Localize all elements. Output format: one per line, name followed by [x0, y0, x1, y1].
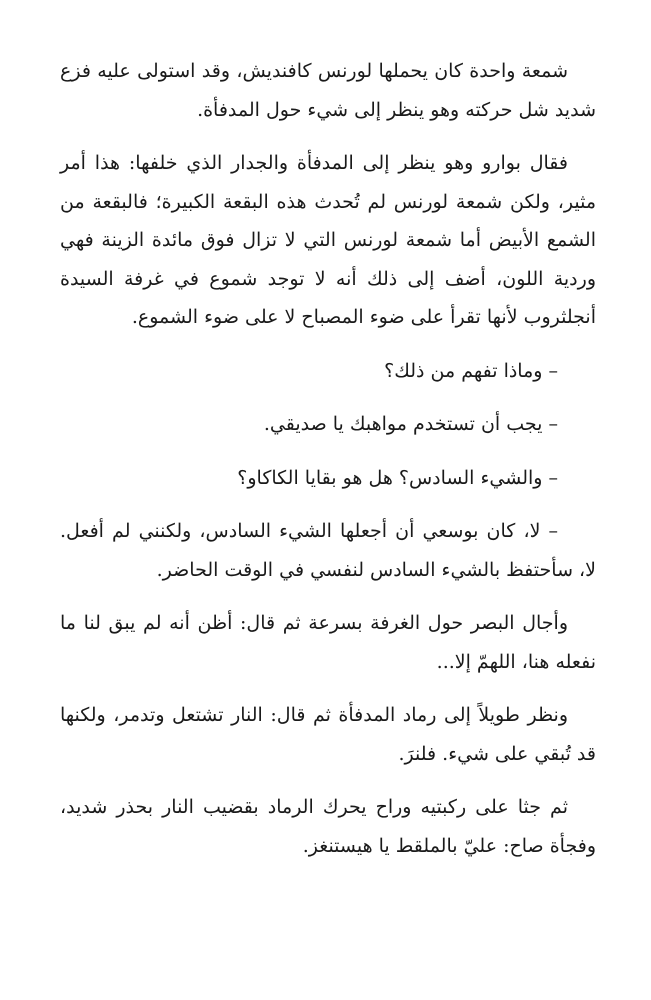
dialogue-sixth-thing: – والشيء السادس؟ هل هو بقايا الكاكاو؟ — [237, 466, 558, 489]
dialogue-use-your-talents: – يجب أن تستخدم مواهبك يا صديقي. — [263, 413, 558, 435]
paragraph-tongs: ثم جثا على ركبتيه وراح يحرك الرماد بقضيب النار بحذر شديد، وفجأة صاح: عليّ بالملقط يا هيستنغز. — [60, 796, 596, 857]
book-page — [60, 52, 596, 880]
dialogue-what-do-you-understand: – وماذا تفهم من ذلك؟ — [384, 359, 558, 382]
paragraph-candle: شمعة واحدة كان يحملها لورنس كافنديش، وقد استولى عليه فزع شديد شل حركته وهو ينظر إلى شيء حول المدفأة. — [60, 60, 596, 121]
paragraph-glance-room: وأجال البصر حول الغرفة بسرعة ثم قال: أظن أنه لم يبق لنا ما نفعله هنا، اللهمّ إلا... — [60, 612, 596, 673]
paragraph-fireplace-ash: ونظر طويلاً إلى رماد المدفأة ثم قال: النار تشتعل وتدمر، ولكنها قد تُبقي على شيء. فلنرَ. — [60, 704, 596, 765]
dialogue-keep-sixth-thing: – لا، كان بوسعي أن أجعلها الشيء السادس، ولكنني لم أفعل. لا، سأحتفظ بالشيء السادس لنفسي في الوقت الحاضر. — [60, 520, 596, 581]
paragraph-poirot-stain: فقال بوارو وهو ينظر إلى المدفأة والجدار الذي خلفها: هذا أمر مثير، ولكن شمعة لورنس لم تُحدث هذه البقعة الكبيرة؛ فالبقعة من الشمع الأبيض أما شمعة لورنس التي لا تزال فوق مائدة الزينة فهي وردية اللون، أضف إلى ذلك أنه لا توجد شموع في غرفة السيدة أنجلثروب لأنها تقرأ على ضوء المصباح لا على ضوء الشموع. — [60, 152, 596, 328]
